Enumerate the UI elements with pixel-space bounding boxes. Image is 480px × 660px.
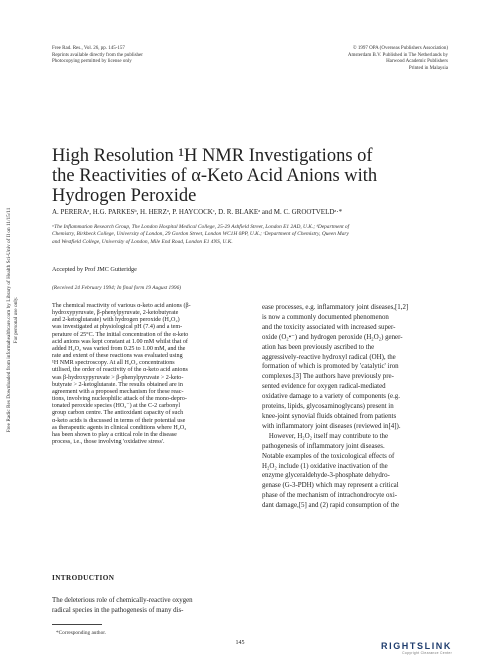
publisher-info-line: Amsterdam B.V. Published in The Netherlands by xyxy=(347,52,448,58)
body-line: genase (G-3-PDH) which may represent a critical xyxy=(262,482,399,490)
abstract-line: tions, involving nucleophilic attack of the mono-depro- xyxy=(52,396,187,403)
abstract-line: utilised, the order of reactivity of the α-keto acid anions xyxy=(52,367,188,374)
footnote-divider xyxy=(52,624,102,625)
watermark-line: For personal use only. xyxy=(13,296,19,344)
body-line: and the toxicity associated with increased super- xyxy=(262,323,396,331)
accepted-by: Accepted by Prof JMC Gutteridge xyxy=(52,266,137,273)
affiliation-line: ᵃThe Inflammation Research Group, The London Hospital Medical College, 25-29 Ashfield Street, London E1 2AD, U.K.; ᵇDepartment of xyxy=(52,224,350,230)
abstract-line: has been shown to play a critical role in the disease xyxy=(52,431,177,438)
abstract-line: hydroxypyruvate, β-phenylpyruvate, 2-ketobutyrate xyxy=(52,310,179,317)
abstract-line: process, i.e., those involving 'oxidative stress'. xyxy=(52,438,165,445)
title-line: the Reactivities of α-Keto Acid Anions with xyxy=(52,166,378,186)
journal-info-line: Photocopying permitted by license only xyxy=(52,59,132,65)
body-line: aggressively-reactive hydroxyl radical (OH), the xyxy=(262,353,396,361)
body-line: sented evidence for oxygen radical-mediated xyxy=(262,383,386,391)
page-number: 145 xyxy=(235,640,245,646)
affiliation-line: and Westfield College, University of London, Mile End Road, London E1 4NS, U.K. xyxy=(52,238,233,245)
body-line: phase of the mechanism of intrachondrocyte oxi- xyxy=(262,492,398,500)
body-line: complexes.[3] The authors have previously pre- xyxy=(262,373,394,381)
abstract-line: was investigated at physiological pH (7.4) and a tem- xyxy=(52,324,183,331)
rightslink-logo[interactable] xyxy=(381,641,452,655)
body-line: H₂O₂ include (1) oxidative inactivation of the xyxy=(262,462,388,470)
abstract-line: butyrate > 2-ketoglutarate. The results obtained are in xyxy=(52,381,183,388)
footnote: *Corresponding author. xyxy=(56,630,107,636)
body-line: radical species in the pathogenesis of many dis- xyxy=(52,606,184,614)
logo-text: RIGHTSLINK xyxy=(381,641,452,651)
publisher-info xyxy=(288,46,448,72)
title-line: High Resolution ¹H NMR Investigations of xyxy=(52,146,373,166)
body-line: pathogenesis of inflammatory joint diseases. xyxy=(262,442,385,450)
body-line: oxide (O₂•⁻) and hydrogen peroxide (H₂O₂) gener- xyxy=(262,333,403,341)
journal-info xyxy=(52,46,232,66)
body-line: dant damage,[5] and (2) rapid consumption of the xyxy=(262,502,400,510)
body-line: formation of which is promoted by 'catalytic' iron xyxy=(262,363,399,371)
publisher-info-line: Harwood Academic Publishers xyxy=(386,59,448,65)
journal-info-line: Reprints available directly from the publisher xyxy=(52,52,143,58)
abstract-line: and 2-ketoglutarate) with hydrogen peroxide (H₂O₂) xyxy=(52,317,180,324)
body-line: knee-joint synovial fluids obtained from patients xyxy=(262,412,397,420)
body-line: However, H₂O₂ itself may contribute to the xyxy=(262,432,389,440)
abstract-line: agreement with a proposed mechanism for these reac- xyxy=(52,388,184,395)
abstract-line: acid anions was kept constant at 1.00 mM whilst that of xyxy=(52,338,188,345)
abstract-line: tonated peroxide species (HO₂⁻) at the C-2 carbonyl xyxy=(52,403,181,410)
watermark-line: Free Radic Res Downloaded from informahealthcare.com by Library of Health Sci-Univ of Il on 11/15/11 xyxy=(6,207,12,433)
logo-subtext: Copyright Clearance Center xyxy=(402,651,452,655)
body-line: ation has been previously ascribed to the xyxy=(262,343,375,351)
body-line: is now a commonly documented phenomenon xyxy=(262,313,389,321)
abstract-line: ¹H NMR spectroscopy. At all H₂O₂ concentrations xyxy=(52,360,175,367)
abstract-line: added H₂O₂ was varied from 0.25 to 1.00 mM, and the xyxy=(52,345,186,352)
section-heading-introduction: INTRODUCTION xyxy=(52,574,115,582)
body-line: oxidative damage to a variety of components (e.g. xyxy=(262,393,400,401)
body-line: ease processes, e.g. inflammatory joint diseases,[1,2] xyxy=(262,304,409,311)
body-line: proteins, lipids, glycosaminoglycans) present in xyxy=(262,403,394,411)
abstract-line: as therapeutic agents in clinical conditions where H₂O₂ xyxy=(52,424,187,431)
abstract-line: group carbon centre. The antioxidant capacity of such xyxy=(52,410,184,417)
introduction-text xyxy=(52,596,252,616)
abstract-line: α-keto acids is discussed in terms of their potential use xyxy=(52,417,186,424)
publisher-info-line: Printed in Malaysia xyxy=(408,65,448,71)
abstract-line: was β-hydroxypyruvate > β-phenylpyruvate > 2-keto- xyxy=(52,374,184,381)
body-line: with inflammatory joint diseases (reviewed in[4]). xyxy=(262,422,401,430)
received-dates: (Received 24 February 1994; In final form 19 August 1996) xyxy=(52,285,182,291)
download-watermark xyxy=(4,100,22,640)
abstract-line: perature of 25°C. The initial concentration of the α-keto xyxy=(52,331,189,338)
affiliations xyxy=(52,224,452,246)
title-line: Hydrogen Peroxide xyxy=(52,186,197,206)
body-text-right-column xyxy=(262,303,462,511)
body-line: enzyme glyceraldehyde-3-phosphate dehydro- xyxy=(262,472,390,480)
abstract-line: rate and extent of these reactions was evaluated using xyxy=(52,353,183,360)
publisher-info-line: © 1997 OPA (Overseas Publishers Association) xyxy=(352,46,448,51)
abstract xyxy=(52,303,252,446)
body-line: The deleterious role of chemically-reactive oxygen xyxy=(52,597,193,604)
author-list: A. PERERAᵃ, H.G. PARKESᵇ, H. HERZᵃ, P. HAYCOCKᶜ, D. R. BLAKEᵃ and M. C. GROOTVELDᵃ·* xyxy=(52,208,343,216)
journal-info-line: Free Rad. Res., Vol. 26, pp. 145-157 xyxy=(52,46,125,51)
body-line: Notable examples of the toxicological effects of xyxy=(262,452,395,460)
abstract-line: The chemical reactivity of various α-keto acid anions (β- xyxy=(52,303,191,309)
affiliation-line: Chemistry, Birkbeck College, University of London, 29 Gordon Street, London WC1H 0PP, U.K.; ᶜDepartment of Chemistry, Queen Mary xyxy=(52,231,349,238)
paper-title xyxy=(52,146,452,206)
